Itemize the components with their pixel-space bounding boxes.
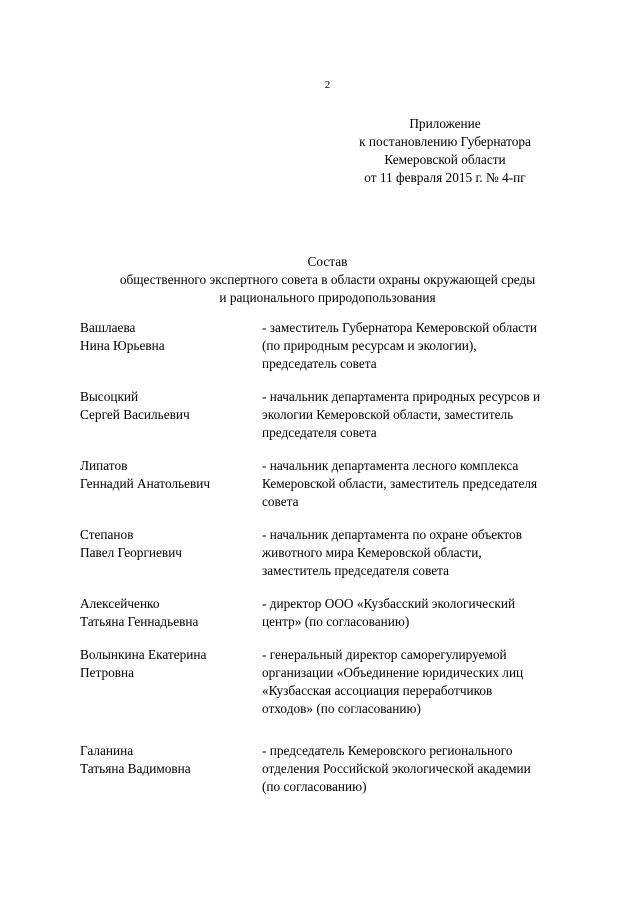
appendix-line: Приложение	[409, 116, 481, 131]
page-number: 2	[324, 79, 331, 91]
member-role: - заместитель Губернатора Кемеровской области (по природным ресурсам и экологии), председатель совета	[262, 320, 538, 371]
member-row	[80, 742, 600, 796]
member-row	[80, 319, 600, 373]
title-line: общественного экспертного совета в области охраны окружающей среды	[119, 272, 536, 287]
member-role: - председатель Кемеровского регионального отделения Российской экологической академии (по согласованию)	[262, 743, 531, 794]
member-name: Высоцкий Сергей Васильевич	[80, 389, 190, 422]
members-list	[80, 319, 600, 811]
appendix-line: Кемеровской области	[384, 152, 506, 167]
member-row	[80, 388, 600, 442]
appendix-line: к постановлению Губернатора	[359, 134, 531, 149]
member-row	[80, 457, 600, 511]
document-title	[40, 253, 615, 307]
member-role: - начальник департамента лесного комплекса Кемеровской области, заместитель председателя совета	[262, 458, 538, 509]
title-heading: Состав	[307, 254, 348, 269]
member-name: Липатов Геннадий Анатольевич	[80, 458, 211, 491]
member-role: - генеральный директор саморегулируемой организации «Объединение юридических лиц «Кузбасская ассоциация переработчиков отходов» (по согласованию)	[262, 647, 524, 716]
member-row	[80, 526, 600, 580]
member-row	[80, 646, 600, 718]
member-role: - директор ООО «Кузбасский экологический центр» (по согласованию)	[262, 596, 516, 629]
appendix-block	[330, 115, 560, 187]
member-role: - начальник департамента по охране объектов животного мира Кемеровской области, заместитель председателя совета	[262, 527, 522, 578]
appendix-line: от 11 февраля 2015 г. № 4-пг	[364, 170, 526, 185]
member-name: Степанов Павел Георгиевич	[80, 527, 182, 560]
member-name: Галанина Татьяна Вадимовна	[80, 743, 191, 776]
member-role: - начальник департамента природных ресурсов и экологии Кемеровской области, заместитель председателя совета	[262, 389, 541, 440]
member-row	[80, 595, 600, 631]
member-name: Волынкина Екатерина Петровна	[80, 647, 207, 680]
member-name: Алексейченко Татьяна Геннадьевна	[80, 596, 199, 629]
title-line: и рационального природопользования	[219, 290, 436, 305]
member-name: Вашлаева Нина Юрьевна	[80, 320, 165, 353]
